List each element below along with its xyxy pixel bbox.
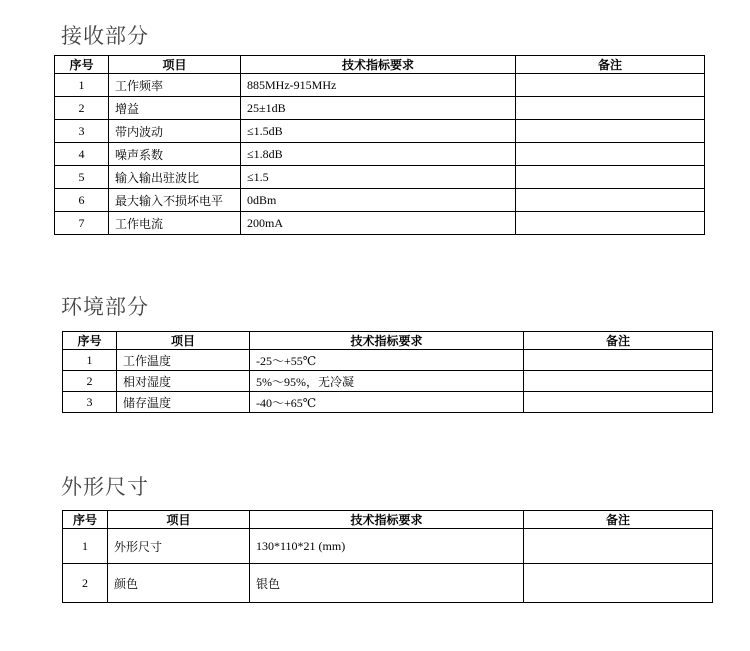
table-row [63, 371, 713, 392]
col-header-item: 项目 [109, 56, 241, 74]
col-header-item: 项目 [108, 511, 250, 529]
col-header-no: 序号 [63, 332, 117, 350]
row-spec: -40～+65℃ [250, 392, 524, 413]
row-item: 输入输出驻波比 [109, 166, 241, 189]
row-note [524, 392, 713, 413]
row-no: 2 [63, 564, 108, 603]
row-item: 工作温度 [117, 350, 250, 371]
row-no: 1 [63, 529, 108, 564]
row-no: 7 [55, 212, 109, 235]
row-no: 3 [55, 120, 109, 143]
row-note [516, 74, 705, 97]
col-header-note: 备注 [516, 56, 705, 74]
section-title-environment: 环境部分 [61, 295, 149, 319]
row-note [524, 564, 713, 603]
col-header-item: 项目 [117, 332, 250, 350]
row-spec: 200mA [241, 212, 516, 235]
row-no: 3 [63, 392, 117, 413]
row-note [524, 350, 713, 371]
table-row [55, 166, 705, 189]
row-note [516, 166, 705, 189]
row-note [516, 120, 705, 143]
table-row [55, 74, 705, 97]
row-spec: 130*110*21 (mm) [250, 529, 524, 564]
row-no: 4 [55, 143, 109, 166]
section-title-dimensions: 外形尺寸 [61, 475, 149, 499]
table-row [55, 143, 705, 166]
table-row [63, 392, 713, 413]
table-row [55, 212, 705, 235]
environment-spec-table [62, 331, 713, 413]
row-no: 2 [55, 97, 109, 120]
dimensions-spec-table [62, 510, 713, 603]
section-title-receive: 接收部分 [61, 24, 149, 48]
table-header-row [63, 511, 713, 529]
row-item: 相对湿度 [117, 371, 250, 392]
row-no: 6 [55, 189, 109, 212]
row-note [516, 143, 705, 166]
row-spec: ≤1.5 [241, 166, 516, 189]
table-header-row [55, 56, 705, 74]
col-header-no: 序号 [55, 56, 109, 74]
row-spec: -25～+55℃ [250, 350, 524, 371]
row-spec: 0dBm [241, 189, 516, 212]
row-no: 2 [63, 371, 117, 392]
col-header-note: 备注 [524, 511, 713, 529]
col-header-no: 序号 [63, 511, 108, 529]
row-no: 5 [55, 166, 109, 189]
row-spec: 5%～95%，无冷凝 [250, 371, 524, 392]
row-spec: 885MHz-915MHz [241, 74, 516, 97]
row-spec: ≤1.5dB [241, 120, 516, 143]
row-item: 颜色 [108, 564, 250, 603]
table-row [55, 97, 705, 120]
row-item: 外形尺寸 [108, 529, 250, 564]
row-note [516, 189, 705, 212]
receive-spec-table [54, 55, 705, 235]
row-no: 1 [55, 74, 109, 97]
row-item: 噪声系数 [109, 143, 241, 166]
row-item: 工作电流 [109, 212, 241, 235]
col-header-spec: 技术指标要求 [250, 511, 524, 529]
col-header-spec: 技术指标要求 [250, 332, 524, 350]
row-no: 1 [63, 350, 117, 371]
table-row [63, 529, 713, 564]
col-header-spec: 技术指标要求 [241, 56, 516, 74]
row-note [524, 529, 713, 564]
row-spec: ≤1.8dB [241, 143, 516, 166]
row-note [516, 212, 705, 235]
row-note [516, 97, 705, 120]
table-row [55, 120, 705, 143]
row-item: 储存温度 [117, 392, 250, 413]
row-item: 带内波动 [109, 120, 241, 143]
row-spec: 银色 [250, 564, 524, 603]
row-item: 最大输入不损坏电平 [109, 189, 241, 212]
table-row [63, 350, 713, 371]
row-spec: 25±1dB [241, 97, 516, 120]
row-item: 工作频率 [109, 74, 241, 97]
row-item: 增益 [109, 97, 241, 120]
row-note [524, 371, 713, 392]
table-row [55, 189, 705, 212]
col-header-note: 备注 [524, 332, 713, 350]
table-header-row [63, 332, 713, 350]
table-row [63, 564, 713, 603]
